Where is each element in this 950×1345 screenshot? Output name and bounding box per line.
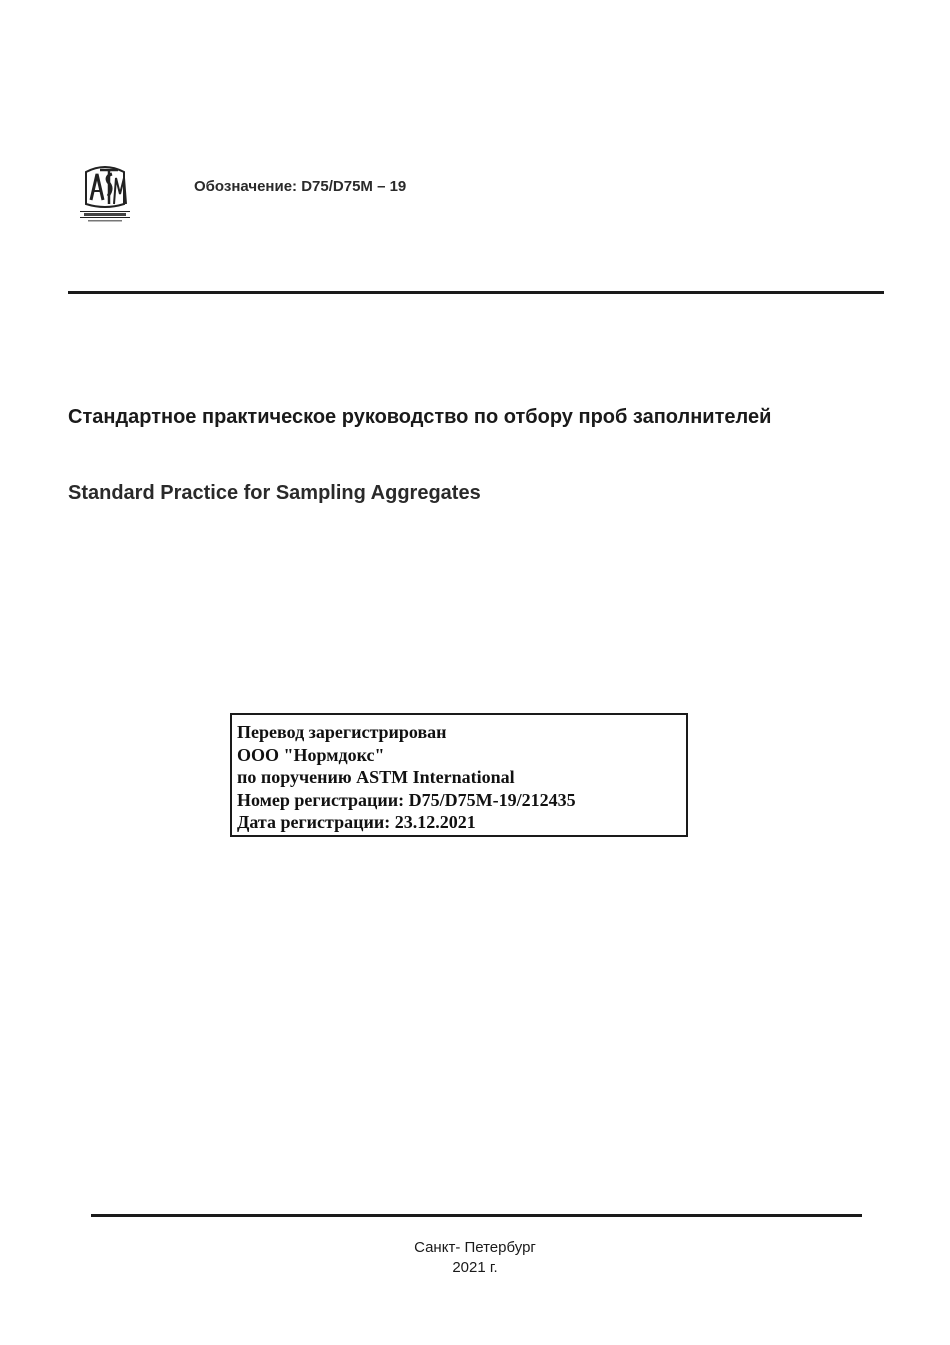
registration-date: Дата регистрации: 23.12.2021 (237, 812, 476, 832)
registration-number: Номер регистрации: D75/D75M-19/212435 (237, 789, 576, 810)
footer-year: 2021 г. (452, 1259, 498, 1276)
top-divider (68, 291, 884, 294)
registration-box (230, 713, 688, 837)
document-designation: Обозначение: D75/D75M – 19 (194, 178, 407, 195)
bottom-divider (91, 1214, 862, 1217)
footer-city: Санкт- Петербург (414, 1239, 536, 1256)
document-title-english: Standard Practice for Sampling Aggregates (68, 482, 481, 504)
registration-commission: по поручению ASTM International (237, 767, 515, 787)
registration-line: Перевод зарегистрирован (237, 722, 447, 742)
footer (0, 1238, 950, 1278)
astm-international-logo-icon (78, 164, 132, 224)
registration-company: ООО "Нормдокс" (237, 744, 385, 765)
document-title-russian: Стандартное практическое руководство по отбору проб заполнителей (68, 406, 772, 428)
